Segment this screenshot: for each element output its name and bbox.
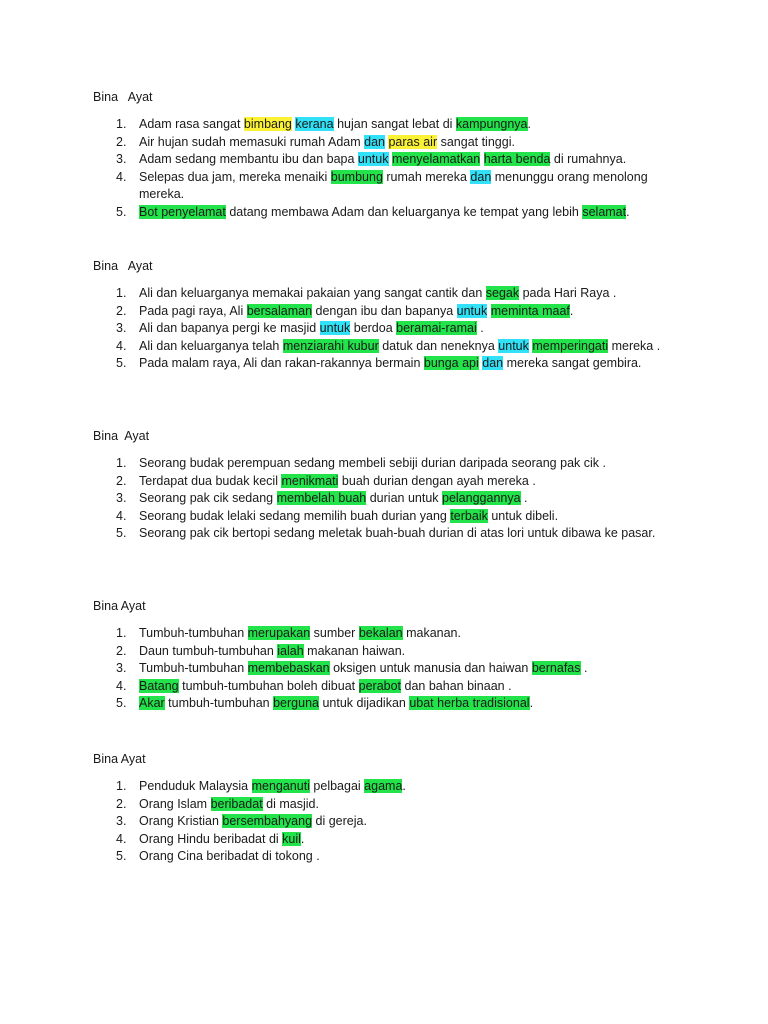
sentence-text: Seorang pak cik bertopi sedang meletak buah-buah durian di atas lori untuk dibawa ke pasar. [139,526,656,540]
item-number: 4. [116,508,127,523]
sentence-text: Pada malam raya, Ali dan rakan-rakannya bermain [139,356,424,370]
item-number: 4. [116,338,127,353]
sentence-text: Terdapat dua budak kecil [139,473,282,488]
sentence-text: . [476,321,484,335]
sentence-item [93,151,693,169]
cyan-highlight: untuk [319,321,351,335]
sentence-text: . [569,303,574,318]
sentence-item [93,678,693,696]
sentence-text: Pada pagi raya, Ali [139,303,247,318]
sentence-item [93,831,693,849]
green-highlight: beramai-ramai [396,321,477,335]
sentence-item [93,204,693,222]
green-highlight: menyelamatkan [391,152,481,166]
sentence-text: Tumbuh-tumbuhan [139,661,248,675]
sentence-text: Orang Kristian [139,814,223,828]
cyan-highlight: untuk [498,338,529,353]
item-number: 5. [116,696,127,710]
green-highlight: merupakan [247,626,311,640]
sentence-text: Ali dan keluarganya memakai pakaian yang sangat cantik dan [139,286,486,300]
sentence-item [93,169,693,204]
item-number: 1. [116,117,127,131]
sentence-text: makanan haiwan. [303,643,406,658]
cyan-highlight: dan [482,356,504,370]
sentence-item [93,490,693,508]
item-number: 2. [116,303,127,318]
green-highlight: bersembahyang [222,814,313,828]
sentence-text: . [520,491,528,505]
sentence-text: untuk dijadikan [318,696,410,710]
sentence-text: pada Hari Raya . [519,286,617,300]
sentence-item [93,473,693,491]
sentence-text: Ali dan keluarganya telah [139,338,283,353]
green-highlight: pelanggannya [442,491,521,505]
sentence-item [93,695,693,713]
sentence-text: pelbagai [309,779,365,793]
yellow-highlight: bimbang [243,117,292,131]
item-number: 4. [116,678,127,693]
green-highlight: agama [364,779,403,793]
sentence-item [93,455,693,473]
item-number: 5. [116,849,127,863]
sentence-text: Penduduk Malaysia [139,779,252,793]
sentence-text: Adam sedang membantu ibu dan bapa [139,152,358,166]
sentence-text: mereka sangat gembira. [503,356,642,370]
sentence-text: Daun tumbuh-tumbuhan [139,643,278,658]
exercise-section-2 [93,257,693,373]
green-highlight: meminta maaf [490,303,570,318]
sentence-text: Tumbuh-tumbuhan [139,626,248,640]
sentence-text: mereka . [608,338,661,353]
sentence-text: dengan ibu dan bapanya [312,303,457,318]
exercise-section-1 [93,88,693,221]
green-highlight: membebaskan [247,661,330,675]
sentence-text: tumbuh-tumbuhan boleh dibuat [178,678,359,693]
green-highlight: menikmati [281,473,339,488]
sentence-text: Adam rasa sangat [139,117,244,131]
sentence-list [93,116,693,221]
item-number: 5. [116,526,127,540]
sentence-text: tumbuh-tumbuhan [164,696,274,710]
sentence-item [93,660,693,678]
sentence-item [93,285,693,303]
green-highlight: bersalaman [246,303,313,318]
section-heading: Bina Ayat [93,90,153,104]
sentence-list [93,625,693,713]
item-number: 3. [116,152,127,166]
green-highlight: selamat [582,204,627,219]
item-number: 5. [116,356,127,370]
item-number: 1. [116,286,127,300]
sentence-text: Selepas dua jam, mereka menaiki [139,169,331,184]
green-highlight: membelah buah [276,491,367,505]
section-heading: Bina Ayat [93,599,146,613]
sentence-list [93,778,693,866]
section-heading: Bina Ayat [93,259,153,273]
sentence-text: makanan. [402,626,461,640]
sentence-text: datang membawa Adam dan keluarganya ke tempat yang lebih [225,204,583,219]
item-number: 1. [116,626,127,640]
item-number: 3. [116,814,127,828]
sentence-text: untuk dibeli. [487,508,559,523]
sentence-item [93,525,693,543]
sentence-item [93,796,693,814]
yellow-highlight: paras air [388,134,438,149]
item-number: 2. [116,134,127,149]
sentence-item [93,134,693,152]
cyan-highlight: untuk [456,303,488,318]
item-number: 4. [116,831,127,846]
exercise-section-3 [93,427,693,543]
sentence-item [93,643,693,661]
sentence-text: dan bahan binaan . [401,678,512,693]
green-highlight: bekalan [358,626,403,640]
green-highlight: Akar [139,696,165,710]
cyan-highlight: dan [470,169,492,184]
green-highlight: berguna [273,696,319,710]
green-highlight: harta benda [483,152,551,166]
sentence-item [93,303,693,321]
sentence-item [93,355,693,373]
sentence-text: . [300,831,305,846]
sentence-text: hujan sangat lebat di [333,117,456,131]
sentence-text: Seorang budak lelaki sedang memilih buah durian yang [139,508,451,523]
green-highlight: Bot penyelamat [139,204,226,219]
sentence-item [93,848,693,866]
sentence-text: oksigen untuk manusia dan haiwan [329,661,532,675]
sentence-text: durian untuk [366,491,442,505]
green-highlight: terbaik [450,508,488,523]
sentence-text: Seorang pak cik sedang [139,491,277,505]
sentence-text: di masjid. [262,796,319,811]
sentence-list [93,285,693,373]
item-number: 5. [116,204,127,219]
section-heading: Bina Ayat [93,429,150,443]
green-highlight: menziarahi kubur [282,338,379,353]
sentence-list [93,455,693,543]
green-highlight: ubat herba tradisional [409,696,530,710]
sentence-text: Ali dan bapanya pergi ke masjid [139,321,320,335]
sentence-text: di gereja. [312,814,367,828]
exercise-section-4 [93,597,693,713]
sentence-text: Orang Hindu beribadat di [139,831,283,846]
sentence-text: datuk dan neneknya [378,338,499,353]
green-highlight: memperingati [532,338,609,353]
sentence-item [93,508,693,526]
sentence-text: berdoa [350,321,397,335]
sentence-text: di rumahnya. [550,152,627,166]
sentence-text: Seorang budak perempuan sedang membeli sebiji durian daripada seorang pak cik . [139,456,606,470]
sentence-text: Air hujan sudah memasuki rumah Adam [139,134,365,149]
green-highlight: bumbung [330,169,383,184]
green-highlight: ialah [277,643,304,658]
item-number: 2. [116,796,127,811]
green-highlight: kampungnya [455,117,528,131]
item-number: 4. [116,169,127,184]
item-number: 2. [116,643,127,658]
sentence-text: sumber [310,626,359,640]
sentence-text: . [529,696,534,710]
sentence-item [93,320,693,338]
item-number: 3. [116,321,127,335]
sentence-item [93,813,693,831]
sentence-text: sangat tinggi. [437,134,515,149]
sentence-text: buah durian dengan ayah mereka . [338,473,536,488]
cyan-highlight: untuk [357,152,389,166]
green-highlight: segak [485,286,520,300]
sentence-text: . [626,204,630,219]
green-highlight: bernafas [531,661,581,675]
green-highlight: perabot [358,678,402,693]
sentence-text: . [527,117,531,131]
sentence-text: . [402,779,406,793]
sentence-text: Orang Islam [139,796,211,811]
green-highlight: bunga api [423,356,479,370]
item-number: 2. [116,473,127,488]
item-number: 3. [116,491,127,505]
sentence-item [93,116,693,134]
green-highlight: menganuti [251,779,310,793]
sentence-text: rumah mereka [382,169,471,184]
sentence-item [93,625,693,643]
sentence-item [93,338,693,356]
cyan-highlight: kerana [295,117,334,131]
exercise-section-5 [93,750,693,866]
cyan-highlight: dan [364,134,385,149]
sentence-text: Orang Cina beribadat di tokong . [139,849,320,863]
green-highlight: kuil [282,831,301,846]
green-highlight: beribadat [210,796,263,811]
item-number: 1. [116,456,127,470]
item-number: 3. [116,661,127,675]
item-number: 1. [116,779,127,793]
section-heading: Bina Ayat [93,752,146,766]
green-highlight: Batang [139,678,179,693]
sentence-text: . [580,661,588,675]
sentence-text: menunggu orang menolong mereka. [139,169,648,201]
sentence-item [93,778,693,796]
